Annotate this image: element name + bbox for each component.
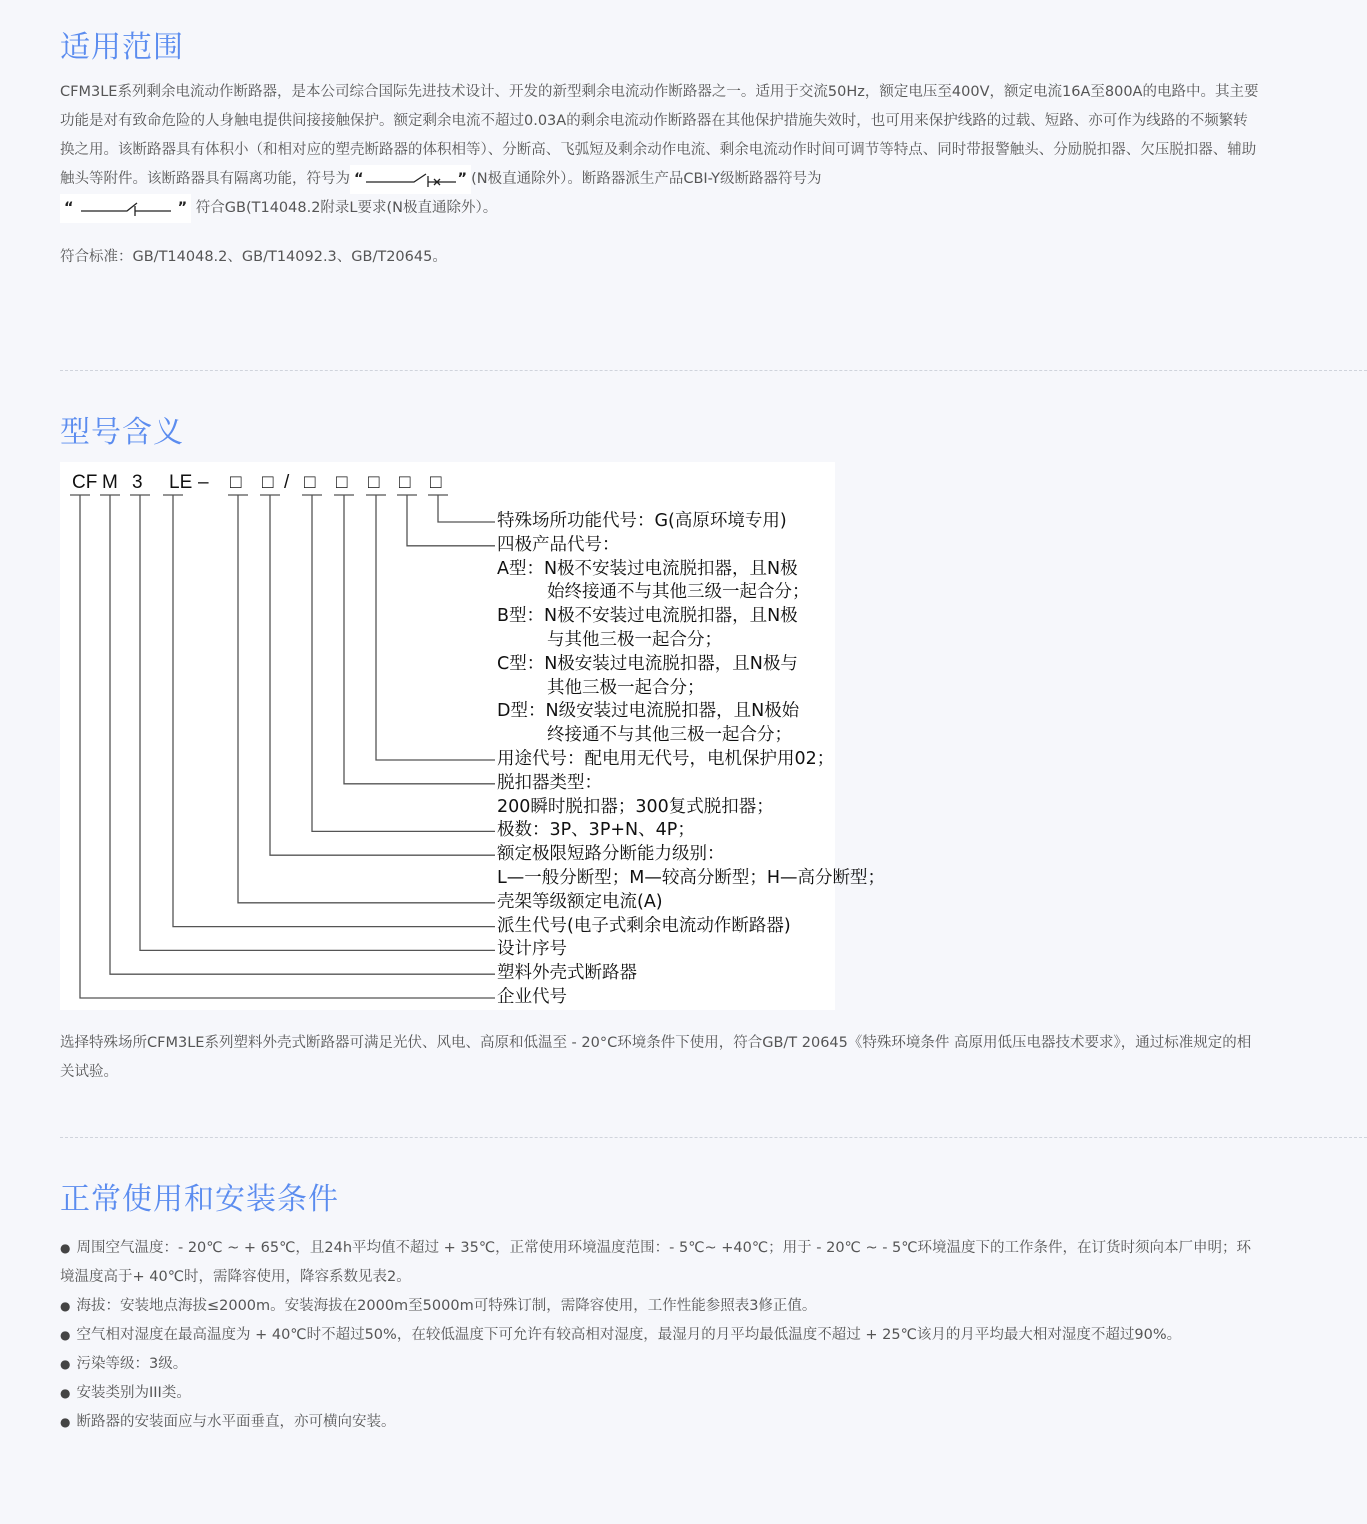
diagram-label: 其他三极一起合分； xyxy=(547,677,705,698)
diagram-label: 200瞬时脱扣器；300复式脱扣器； xyxy=(497,796,774,817)
code-segment: / xyxy=(284,472,290,493)
model-code-diagram xyxy=(60,462,886,1010)
diagram-label: 始终接通不与其他三级一起合分； xyxy=(547,582,810,603)
diagram-label: 终接通不与其他三极一起合分； xyxy=(547,725,792,746)
diagram-label: B型：N极不安装过电流脱扣器，且N极 xyxy=(497,606,798,627)
scope-section xyxy=(60,22,1260,272)
code-segment: M xyxy=(102,472,118,493)
diagram-label: 特殊场所功能代号：G(高原环境专用) xyxy=(497,511,787,531)
conditions-list xyxy=(60,1234,1260,1437)
scope-text-c: 符合GB(T14048.2附录L要求(N极直通除外）。 xyxy=(195,200,498,216)
condition-item: ● 空气相对湿度在最高温度为 + 40℃时不超过50%，在较低温度下可允许有较高相对湿度，最湿月的月平均最低温度不超过 + 25℃该月的月平均最大相对湿度不超过90%。 xyxy=(60,1321,1260,1350)
diagram-label: A型：N极不安装过电流脱扣器，且N极 xyxy=(497,558,798,579)
code-segment: □ xyxy=(336,472,348,493)
connector-line xyxy=(260,495,495,855)
scope-text-a: CFM3LE系列剩余电流动作断路器，是本公司综合国际先进技术设计、开发的新型剩余电流动作断路器之一。适用于交流50Hz，额定电压至400V，额定电流16A至800A的电路中。其主要功能是对有致命危险的人身触电提供间接接触保护。额定剩余电流不超过0.03A的剩余电流动作断路器在其他保护措施失效时，也可用来保护线路的过载、短路、亦可作为线路的不频繁转换之用。该断路器具有体积小（和相对应的塑壳断路器的体积相等）、分断高、飞弧短及剩余动作电流、剩余电流动作时间可调节等特点、同时带报警触头、分励脱扣器、欠压脱扣器、辅助触头等附件。该断路器具有隔离功能，符号为 xyxy=(60,84,1259,187)
connector-line xyxy=(70,495,495,998)
scope-text-b: (N极直通除外）。断路器派生产品CBI-Y级断路器符号为 xyxy=(471,171,822,187)
connector-line xyxy=(228,495,495,903)
code-segment: □ xyxy=(399,472,411,493)
section-title-scope: 适用范围 xyxy=(60,30,184,65)
scope-paragraph xyxy=(60,78,1260,223)
diagram-label: 壳架等级额定电流(A) xyxy=(497,891,663,912)
connector-line xyxy=(366,495,495,760)
condition-item: ● 污染等级：3级。 xyxy=(60,1350,1260,1379)
code-segment: – xyxy=(198,472,209,493)
conditions-section xyxy=(60,1174,1260,1437)
code-segment: □ xyxy=(262,472,274,493)
connector-line xyxy=(397,495,495,546)
cbi-symbol: “ ” xyxy=(60,194,191,223)
diagram-label: 四极产品代号： xyxy=(497,534,620,555)
isolation-symbol: “ ” xyxy=(350,165,471,194)
diagram-label: L—一般分断型；M—较高分断型；H—高分断型； xyxy=(497,868,886,888)
model-section xyxy=(60,407,1260,451)
condition-item: ● 安装类别为III类。 xyxy=(60,1379,1260,1408)
diagram-label: 企业代号 xyxy=(497,987,567,1007)
diagram-label: 用途代号：配电用无代号，电机保护用02； xyxy=(497,749,835,769)
diagram-label: 额定极限短路分断能力级别： xyxy=(497,844,725,865)
section-title-conditions: 正常使用和安装条件 xyxy=(60,1182,339,1217)
model-note-text: 选择特殊场所CFM3LE系列塑料外壳式断路器可满足光伏、风电、高原和低温至 - 20°C环境条件下使用，符合GB/T 20645《特殊环境条件 高原用低压电器技术要求》，通过标准规定的相关试验。 xyxy=(60,1035,1252,1080)
condition-item: ● 海拔：安装地点海拔≤2000m。安装海拔在2000m至5000m可特殊订制，需降容使用，工作性能参照表3修正值。 xyxy=(60,1292,1260,1321)
model-note xyxy=(60,1029,1260,1087)
diagram-label: 极数：3P、3P+N、4P； xyxy=(497,820,695,841)
diagram-label: 与其他三极一起合分； xyxy=(547,630,722,650)
diagram-label: C型：N极安装过电流脱扣器，且N极与 xyxy=(497,653,798,674)
diagram-label: 设计序号 xyxy=(497,939,567,960)
divider xyxy=(60,1137,1367,1138)
code-segment: 3 xyxy=(132,472,143,493)
section-title-model: 型号含义 xyxy=(60,415,184,450)
code-segment: LE xyxy=(169,472,193,493)
connector-line xyxy=(428,495,495,522)
connector-line xyxy=(163,495,495,927)
code-segment: □ xyxy=(304,472,316,493)
diagram-label: D型：N级安装过电流脱扣器，且N极始 xyxy=(497,701,800,722)
standards-text: 符合标准：GB/T14048.2、GB/T14092.3、GB/T20645。 xyxy=(60,249,447,265)
diagram-label: 塑料外壳式断路器 xyxy=(497,963,637,984)
code-segment: CF xyxy=(72,472,98,493)
diagram-label: 脱扣器类型： xyxy=(497,772,602,793)
code-segment: □ xyxy=(430,472,442,493)
divider xyxy=(60,370,1367,371)
diagram-label: 派生代号(电子式剩余电流动作断路器) xyxy=(497,915,791,936)
code-segment: □ xyxy=(368,472,380,493)
condition-item: ● 周围空气温度：- 20℃ ~ + 65℃，且24h平均值不超过 + 35℃，正常使用环境温度范围：- 5℃~ +40℃；用于 - 20℃ ~ - 5℃环境温度下的工作条件，在订货时须向本厂申明；环境温度高于+ 40℃时，需降容使用，降容系数见表2。 xyxy=(60,1234,1260,1292)
code-segment: □ xyxy=(230,472,242,493)
condition-item: ● 断路器的安装面应与水平面垂直，亦可横向安装。 xyxy=(60,1408,1260,1437)
connector-line xyxy=(334,495,495,784)
